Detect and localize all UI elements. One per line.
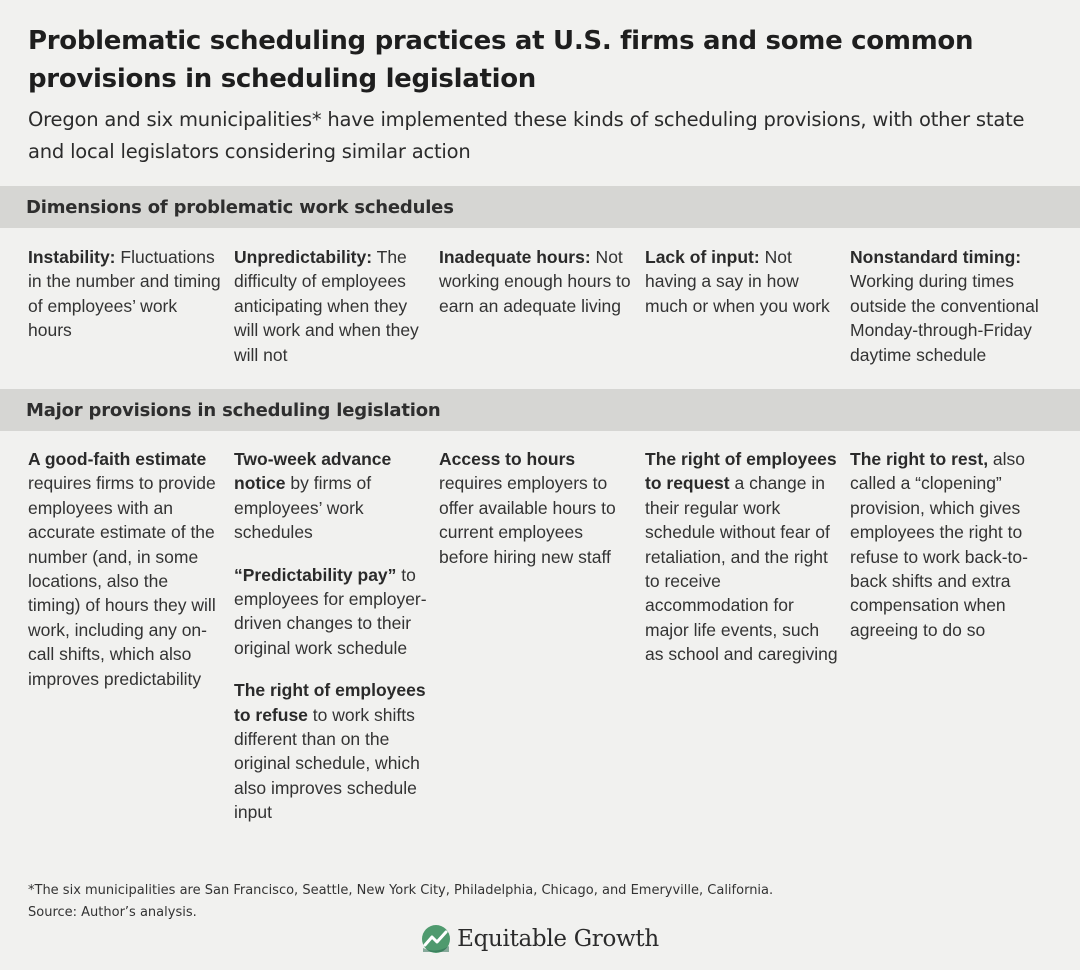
dimensions-row [28, 245, 1068, 367]
brand-logo [0, 924, 1080, 954]
provision-term: The right of employees to refuse [234, 680, 426, 725]
source-note: Source: Author’s analysis. [28, 905, 197, 920]
dimension-term: Instability: [28, 247, 116, 267]
dimension-text: The difficulty of employees anticipating when they will work and when they will not [234, 247, 419, 365]
equitable-growth-logo-icon [421, 924, 451, 954]
footnote-block [28, 880, 773, 924]
dimension-inadequate-hours [439, 245, 645, 367]
provision-right-to-rest [850, 447, 1068, 825]
header [0, 0, 1080, 186]
provision-term: The right of employees to request [645, 449, 837, 494]
provision-text: to work shifts different than on the original schedule, which also improves schedule input [234, 704, 420, 823]
dimension-term: Inadequate hours: [439, 247, 591, 267]
provision-good-faith-estimate [28, 447, 234, 825]
dimension-text: Not working enough hours to earn an adequate living [439, 247, 631, 316]
brand-name: Equitable Growth [457, 926, 659, 952]
provisions-row [28, 447, 1068, 825]
provision-notice-pay-refuse [234, 447, 439, 825]
provision-term: Two-week advance notice [234, 449, 392, 494]
section-heading-label: Dimensions of problematic work schedules [26, 196, 454, 218]
provision-text: requires employers to offer available hours to current employees before hiring new staff [439, 473, 616, 567]
dimension-text: Fluctuations in the number and timing of employees’ work hours [28, 247, 221, 341]
provision-text: requires firms to provide employees with an accurate estimate of the number (and, in some locations, also the timing) of hours they will work, including any on-call shifts, which also improves predictability [28, 473, 216, 689]
provision-text: a change in their regular work schedule without fear of retaliation, and the right to receive accommodation for major life events, such as school and caregiving [645, 473, 838, 665]
footnote: *The six municipalities are San Francisco, Seattle, New York City, Philadelphia, Chicago, and Emeryville, California. [28, 883, 774, 898]
dimension-lack-of-input [645, 245, 850, 367]
page-subtitle: Oregon and six municipalities* have implemented these kinds of scheduling provisions, with other state and local legislators considering similar action [28, 108, 1025, 163]
dimension-text: Working during times outside the conventional Monday-through-Friday daytime schedule [850, 271, 1039, 365]
page-title: Problematic scheduling practices at U.S. firms and some common provisions in scheduling legislation [28, 26, 974, 94]
section-heading-provisions [0, 389, 1080, 431]
section-heading-dimensions [0, 186, 1080, 228]
provision-term: The right to rest, [850, 449, 989, 469]
dimension-instability [28, 245, 234, 367]
provision-text: by firms of employees’ work schedules [234, 473, 372, 543]
provision-text: also called a “clopening” provision, which gives employees the right to refuse to work back-to-back shifts and extra compensation when agreeing to do so [850, 449, 1028, 640]
provision-text: to employees for employer-driven changes to their original work schedule [234, 564, 427, 658]
dimension-term: Nonstandard timing: [850, 247, 1022, 267]
section-heading-label: Major provisions in scheduling legislation [26, 399, 441, 421]
provision-access-to-hours [439, 447, 645, 825]
dimension-term: Unpredictability: [234, 247, 373, 267]
dimension-text: Not having a say in how much or when you work [645, 247, 830, 316]
provision-term: “Predictability pay” [234, 564, 397, 585]
dimension-nonstandard-timing [850, 245, 1068, 367]
provision-right-to-request [645, 447, 850, 825]
dimension-unpredictability [234, 245, 439, 367]
provision-term: Access to hours [439, 449, 576, 469]
dimension-term: Lack of input: [645, 247, 760, 267]
provision-term: A good-faith estimate [28, 449, 207, 469]
